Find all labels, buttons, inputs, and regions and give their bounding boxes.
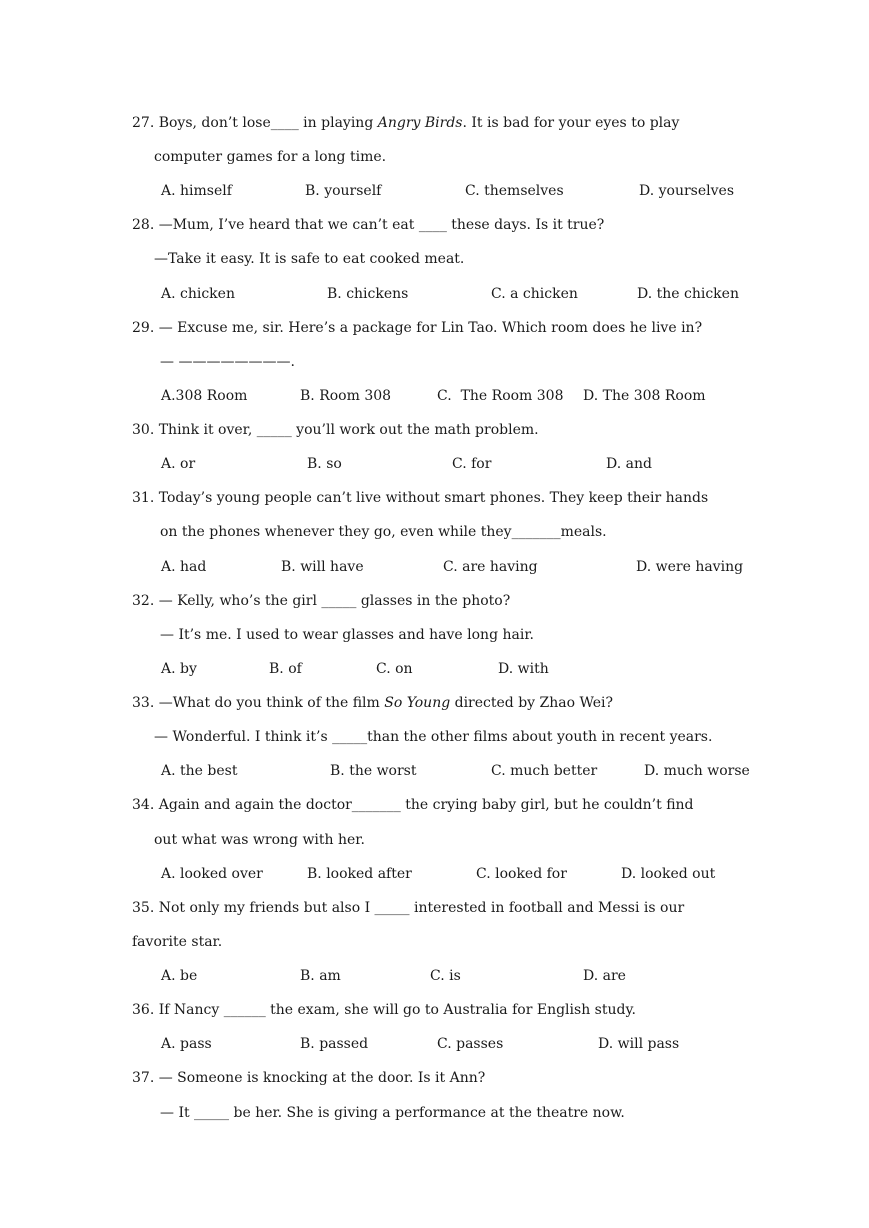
q33-option-a: A. the best	[161, 763, 238, 779]
q34-option-d: D. looked out	[621, 866, 716, 882]
question-31-line-2: on the phones whenever they go, even while they_______meals.	[160, 524, 607, 540]
question-35-line-1: 35. Not only my friends but also I _____ interested in football and Messi is our	[132, 900, 685, 916]
question-37-line-2: — It _____ be her. She is giving a performance at the theatre now.	[160, 1105, 625, 1121]
question-33-line-1: 33. —What do you think of the film So Young directed by Zhao Wei?	[132, 695, 614, 711]
q29-option-c: C. The Room 308	[437, 388, 564, 404]
question-37-line-1: 37. — Someone is knocking at the door. Is it Ann?	[132, 1070, 486, 1086]
question-31-line-1: 31. Today’s young people can’t live without smart phones. They keep their hands	[132, 490, 709, 506]
q30-option-b: B. so	[307, 456, 342, 472]
question-33-line-2: — Wonderful. I think it’s _____than the other films about youth in recent years.	[154, 729, 713, 745]
q35-option-c: C. is	[430, 968, 461, 984]
q33-option-c: C. much better	[491, 763, 598, 779]
q28-option-a: A. chicken	[161, 286, 235, 302]
question-34-line-2: out what was wrong with her.	[154, 832, 365, 848]
question-36-line-1: 36. If Nancy ______ the exam, she will go to Australia for English study.	[132, 1002, 636, 1018]
q33-option-b: B. the worst	[330, 763, 417, 779]
q27-option-d: D. yourselves	[639, 183, 734, 199]
q27-option-b: B. yourself	[305, 183, 382, 199]
question-27-line-2: computer games for a long time.	[154, 149, 387, 165]
q30-option-c: C. for	[452, 456, 492, 472]
q28-option-c: C. a chicken	[491, 286, 578, 302]
q28-option-d: D. the chicken	[637, 286, 739, 302]
q29-option-d: D. The 308 Room	[583, 388, 706, 404]
question-28-line-2: —Take it easy. It is safe to eat cooked meat.	[154, 251, 465, 267]
q36-option-c: C. passes	[437, 1036, 504, 1052]
q32-option-d: D. with	[498, 661, 549, 677]
q31-option-a: A. had	[161, 559, 207, 575]
q27-option-c: C. themselves	[465, 183, 564, 199]
q32-option-c: C. on	[376, 661, 413, 677]
q33-option-d: D. much worse	[644, 763, 750, 779]
question-34-line-1: 34. Again and again the doctor_______ the crying baby girl, but he couldn’t find	[132, 797, 694, 813]
question-35-line-2: favorite star.	[132, 934, 223, 950]
q31-option-c: C. are having	[443, 559, 538, 575]
q34-option-c: C. looked for	[476, 866, 567, 882]
q35-option-b: B. am	[300, 968, 341, 984]
q36-option-a: A. pass	[161, 1036, 212, 1052]
q35-option-a: A. be	[161, 968, 198, 984]
q31-option-d: D. were having	[636, 559, 744, 575]
q29-option-b: B. Room 308	[300, 388, 392, 404]
q31-option-b: B. will have	[281, 559, 364, 575]
q29-option-a: A.308 Room	[161, 388, 248, 404]
q30-option-d: D. and	[606, 456, 652, 472]
q30-option-a: A. or	[161, 456, 196, 472]
q27-option-a: A. himself	[161, 183, 232, 199]
q34-option-b: B. looked after	[307, 866, 412, 882]
question-29-line-2: — ————————.	[160, 354, 295, 370]
q34-option-a: A. looked over	[161, 866, 263, 882]
q35-option-d: D. are	[583, 968, 626, 984]
question-28-line-1: 28. —Mum, I’ve heard that we can’t eat ____ these days. Is it true?	[132, 217, 605, 233]
question-32-line-1: 32. — Kelly, who’s the girl _____ glasses in the photo?	[132, 593, 511, 609]
q36-option-d: D. will pass	[598, 1036, 680, 1052]
question-29-line-1: 29. — Excuse me, sir. Here’s a package for Lin Tao. Which room does he live in?	[132, 320, 703, 336]
q28-option-b: B. chickens	[327, 286, 409, 302]
q36-option-b: B. passed	[300, 1036, 369, 1052]
question-27-line-1: 27. Boys, don’t lose____ in playing Angry Birds. It is bad for your eyes to play	[132, 115, 680, 131]
question-32-line-2: — It’s me. I used to wear glasses and have long hair.	[160, 627, 534, 643]
q32-option-a: A. by	[161, 661, 197, 677]
q32-option-b: B. of	[269, 661, 302, 677]
question-30-line-1: 30. Think it over, _____ you’ll work out the math problem.	[132, 422, 539, 438]
